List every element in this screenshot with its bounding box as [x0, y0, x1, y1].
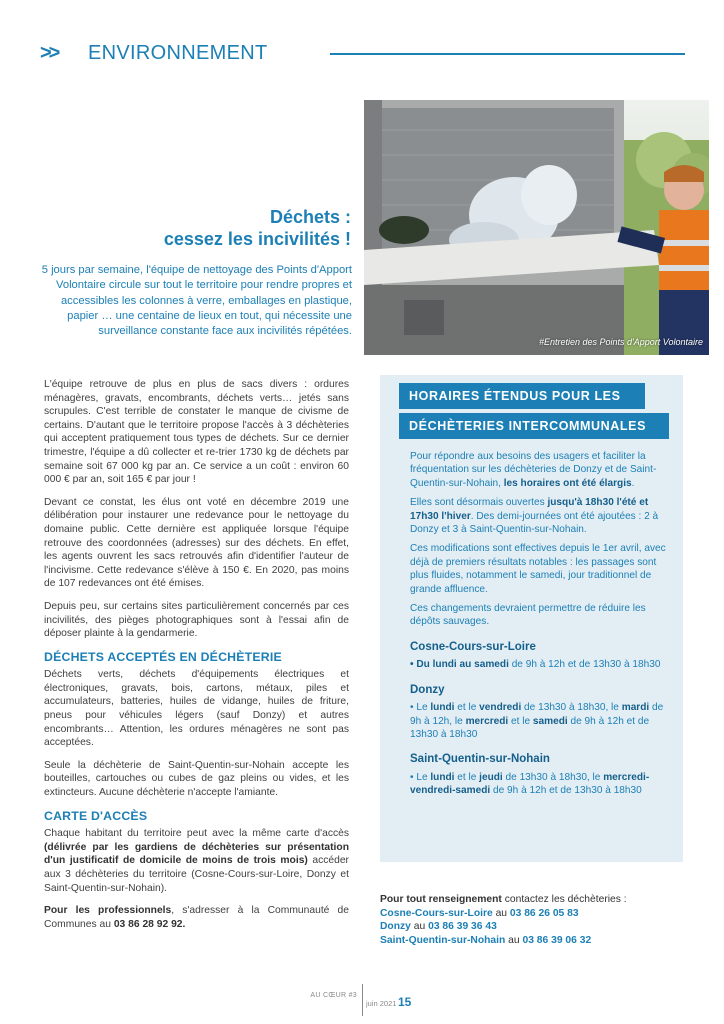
- footer-divider: [362, 984, 363, 1016]
- phone-number: 03 86 39 36 43: [428, 921, 497, 933]
- text-run: et le: [454, 702, 480, 714]
- box-paragraph: Ces modifications sont effectives depuis le 1er avril, avec déjà de premiers résultats notables : les passages sont plus fluides, notamment le samedi, jour traditionnel de grande affluence.: [410, 543, 666, 595]
- text-run: de 13h30 à 18h30, le: [521, 702, 622, 714]
- text-run: .: [631, 477, 635, 489]
- paragraph: Devant ce constat, les élus ont voté en décembre 2019 une délibération pour instaurer une redevance pour le nettoyage du domaine public. Cette dernière est appliquée lorsque l'équipe retrouve des coordonnées (adresses) sur des déchets. En effet, les agents ouvrent les sacs retrouvés afin d'identifier l'auteur de l'incivisme. Cette redevance s'élève à 150 €. En 2020, pas moins de 107 redevances ont été émises.: [44, 496, 349, 590]
- text-run-bold: mercredi-vendredi-samedi: [410, 771, 650, 797]
- schedule-saint-quentin: [410, 771, 670, 798]
- phone-number: 03 86 26 05 83: [509, 907, 579, 919]
- paragraph-carte: [44, 827, 349, 895]
- text-run-bold: Pour tout renseignement: [380, 894, 502, 905]
- text-run: Chaque habitant du territoire peut avec la même carte d'accès: [44, 828, 349, 840]
- text-run: • Le: [410, 771, 431, 783]
- text-run: de 9h à 12h, le: [410, 702, 664, 727]
- text-run: au: [492, 907, 510, 919]
- text-run: de 9h à 12h et de 13h30 à 18h30: [490, 785, 642, 797]
- text-run-bold: Pour les professionnels: [44, 905, 172, 917]
- article-intro: 5 jours par semaine, l'équipe de nettoyage des Points d'Apport Volontaire circule sur tout le territoire pour rendre propres et accessibles les colonnes à verre, emballages en plastique, papier … une centaine de lieux en tout, qui nécessite une surveillance constante face aux incivilités répétées.: [41, 264, 352, 338]
- article-headline: [51, 206, 351, 250]
- paragraph: Depuis peu, sur certains sites particulièrement concernés par ces incivilités, des pièges photographiques sont à l'essai afin de déposer plainte à la gendarmerie.: [44, 600, 349, 640]
- text-run: et le: [508, 715, 533, 727]
- photo-illustration: [364, 100, 709, 355]
- text-run-bold: mardi: [621, 702, 650, 714]
- text-run: et le: [454, 771, 480, 783]
- text-run-bold: jusqu'à 18h30 l'été et 17h30 l'hiver: [410, 497, 649, 522]
- text-run: Elles sont désormais ouvertes: [410, 497, 548, 509]
- site-title-donzy: Donzy: [410, 683, 445, 696]
- chevron-right-icon: >>: [40, 42, 58, 64]
- schedule-cosne: [410, 658, 670, 671]
- hours-box: [380, 375, 683, 862]
- paragraph: Déchets verts, déchets d'équipements électriques et électroniques, gravats, bois, cartons, métaux, piles et accumulateurs, batteries, huiles de vidange, huiles de friture, pneus pour véhicules légers (sauf Donzy) et autres encombrants… Attention, les ordures ménagères ne sont pas acceptées.: [44, 669, 349, 749]
- text-run: de 9h à 12h et de 13h30 à 18h30: [410, 715, 650, 740]
- magazine-name: AU CŒUR #3: [310, 992, 357, 999]
- text-run: accéder aux 3 déchèteries du territoire (Cosne-Cours-sur-Loire, Donzy et Saint-Quentin-sur-Nohain).: [44, 855, 349, 894]
- contact-line-saint-quentin: [380, 934, 680, 948]
- text-run-bold: jeudi: [479, 771, 503, 783]
- contact-line-donzy: [380, 920, 680, 934]
- text-run-bold: vendredi: [479, 702, 522, 714]
- text-run-bold: lundi: [430, 771, 455, 783]
- article-photo: [364, 100, 709, 355]
- heading-dechets-acceptes: DÉCHETS ACCEPTÉS EN DÉCHÈTERIE: [44, 649, 282, 664]
- text-run-bold: les horaires ont été élargis: [503, 477, 632, 489]
- box-body: [410, 450, 670, 802]
- box-paragraph: [410, 450, 670, 490]
- contact-line-cosne: [380, 907, 680, 921]
- box-paragraph: Ces changements devraient permettre de réduire les dépôts sauvages.: [410, 603, 646, 628]
- paragraph: L'équipe retrouve de plus en plus de sacs divers : ordures ménagères, gravats, encombrants, déchets verts… jetés sans scrupules. C'est terrible de constater le manque de civisme de certains. D'autant que le territoire propose l'accès à 3 déchèteries qui acceptent pratiquement tous types de déchets. Sur ce dernier trimestre, l'équipe a dû collecter et re-trier 1730 kg de déchets par semaine soit 67 000 kg par an. Ce service a un coût : environ 60 000 € par an, soit 165 € par jour !: [44, 379, 349, 486]
- site-name: Saint-Quentin-sur-Nohain: [380, 934, 506, 946]
- phone-number: 03 86 28 92 92.: [113, 918, 186, 930]
- site-title-saint-quentin: Saint-Quentin-sur-Nohain: [410, 753, 550, 766]
- article-body: [44, 378, 349, 940]
- paragraph: Seule la déchèterie de Saint-Quentin-sur-Nohain accepte les bouteilles, cartouches ou cubes de gaz pleins ou vides, et les extincteurs. Aucune déchèterie n'accepte l'amiante.: [44, 759, 349, 799]
- text-run-bold: samedi: [532, 715, 568, 727]
- site-name: Donzy: [380, 921, 411, 933]
- header-rule: [330, 53, 685, 55]
- phone-number: 03 86 39 06 32: [522, 934, 592, 946]
- box-heading-1: HORAIRES ÉTENDUS POUR LES: [399, 383, 645, 409]
- page-number: 15: [398, 995, 412, 1009]
- section-title: ENVIRONNEMENT: [88, 42, 268, 64]
- box-paragraph: [410, 496, 670, 536]
- text-run: au: [505, 934, 523, 946]
- text-run: . Des demi-journées ont été ajoutées : 2 à Donzy et 3 à Saint-Quentin-sur-Nohain.: [410, 510, 659, 536]
- text-run-bold: lundi: [430, 702, 455, 714]
- text-run: • Le: [410, 702, 431, 714]
- section-header: [40, 40, 685, 66]
- headline-line-1: Déchets :: [269, 207, 351, 227]
- text-run: Pour répondre aux besoins des usagers et faciliter la fréquentation sur les déchèteries de Donzy et de Saint-Quentin-sur-Nohain,: [410, 451, 657, 489]
- text-run: de 13h30 à 18h30, le: [502, 771, 604, 783]
- text-run-bold: (délivrée par les gardiens de déchèteries sur présentation d'un justificatif de domicile de moins de trois mois): [44, 841, 349, 867]
- text-run-bold: • Du lundi au samedi: [410, 659, 509, 671]
- text-run: , s'adresser à la Communauté de Communes au: [44, 905, 349, 930]
- site-title-cosne: Cosne-Cours-sur-Loire: [410, 640, 536, 653]
- schedule-donzy: [410, 701, 670, 741]
- headline-line-2: cessez les incivilités !: [163, 229, 351, 249]
- text-run: au: [410, 921, 429, 933]
- text-run: contactez les déchèteries :: [501, 894, 627, 905]
- photo-caption: #Entretien des Points d'Apport Volontaire: [539, 337, 703, 347]
- contact-intro: [380, 893, 680, 907]
- heading-carte-acces: CARTE D'ACCÈS: [44, 808, 148, 823]
- text-run: de 9h à 12h et de 13h30 à 18h30: [508, 659, 661, 671]
- issue-date: juin 2021: [366, 999, 397, 1008]
- paragraph-professionnels: [44, 904, 349, 931]
- box-heading-2: DÉCHÈTERIES INTERCOMMUNALES: [399, 413, 669, 439]
- text-run-bold: mercredi: [465, 715, 509, 727]
- site-name: Cosne-Cours-sur-Loire: [380, 907, 493, 919]
- contact-info: [380, 893, 680, 947]
